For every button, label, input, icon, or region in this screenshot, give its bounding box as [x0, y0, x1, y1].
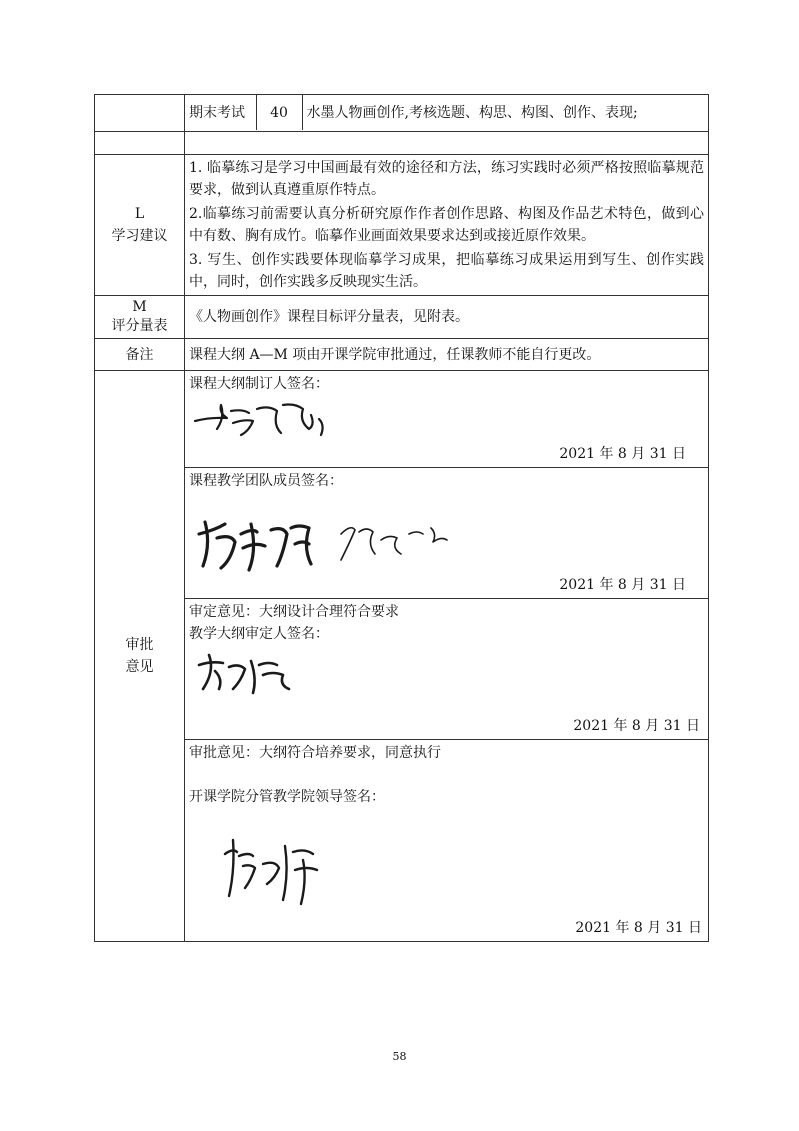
exam-score: 40: [256, 95, 302, 130]
approval-label: [95, 371, 185, 942]
team-signature-block: [185, 468, 709, 599]
team-signature-image: [191, 504, 461, 580]
blank-label-cell: [95, 132, 185, 155]
approval-label-line2: 意见: [125, 659, 154, 675]
review-opinion-text: 审定意见：大纲设计合理符合要求: [189, 604, 399, 620]
section-l-title: 学习建议: [111, 228, 168, 244]
exam-subtable: [185, 95, 708, 130]
reviewer-signature-block: [185, 599, 709, 740]
approval-label-line1: 审批: [125, 637, 154, 653]
learning-suggestion-3: 3. 写生、创作实践要体现临摹学习成果，把临摹练习成果运用到写生、创作实践中，同时，创作实践多反映现实生活。: [189, 252, 704, 290]
reviewer-signature-title: 教学大纲审定人签名：: [189, 626, 329, 642]
drafter-signature-title: 课程大纲制订人签名：: [189, 376, 329, 392]
page-number: 58: [392, 1050, 407, 1063]
section-l-letter: L: [134, 206, 145, 222]
drafter-signature-date: 2021 年 8 月 31 日: [559, 446, 686, 462]
dean-signature-image: [215, 830, 335, 910]
reviewer-signature-image: [193, 649, 303, 695]
section-m-label: [95, 296, 185, 339]
exam-name: 期末考试: [185, 95, 256, 130]
dean-signature-date: 2021 年 8 月 31 日: [575, 920, 702, 936]
section-l-content: [185, 155, 709, 296]
remarks-label: 备注: [95, 339, 185, 371]
remarks-text: 课程大纲 A—M 项由开课学院审批通过，任课教师不能自行更改。: [189, 346, 601, 363]
exam-desc: 水墨人物画创作,考核选题、构思、构图、创作、表现;: [306, 104, 638, 121]
blank-content-cell: [185, 132, 709, 155]
team-signature-date: 2021 年 8 月 31 日: [559, 577, 686, 593]
team-signature-title: 课程教学团队成员签名：: [189, 473, 343, 489]
section-m-letter: M: [132, 299, 147, 315]
approval-opinion-text: 审批意见：大纲符合培养要求，同意执行: [189, 745, 441, 761]
learning-suggestion-2: 2.临摹练习前需要认真分析研究原作作者创作思路、构图及作品艺术特色，做到心中有数、胸有成竹。临摹作业画面效果要求达到或接近原作效果。: [189, 206, 704, 244]
drafter-signature-block: [185, 371, 709, 468]
dean-signature-title: 开课学院分管教学院领导签名：: [189, 789, 385, 805]
learning-suggestion-1: 1. 临摹练习是学习中国画最有效的途径和方法，练习实践时必须严格按照临摹规范要求，做到认真遵重原作特点。: [189, 160, 704, 198]
section-m-title: 评分量表: [111, 318, 168, 334]
section-l-label: [95, 155, 185, 296]
exam-row-blank-label: [95, 95, 185, 132]
drafter-signature-image: [191, 395, 341, 443]
rating-scale-text: 《人物画创作》课程目标评分量表，见附表。: [189, 309, 469, 325]
dean-signature-block: [185, 740, 709, 942]
reviewer-signature-date: 2021 年 8 月 31 日: [573, 718, 700, 734]
syllabus-table: [94, 94, 709, 942]
